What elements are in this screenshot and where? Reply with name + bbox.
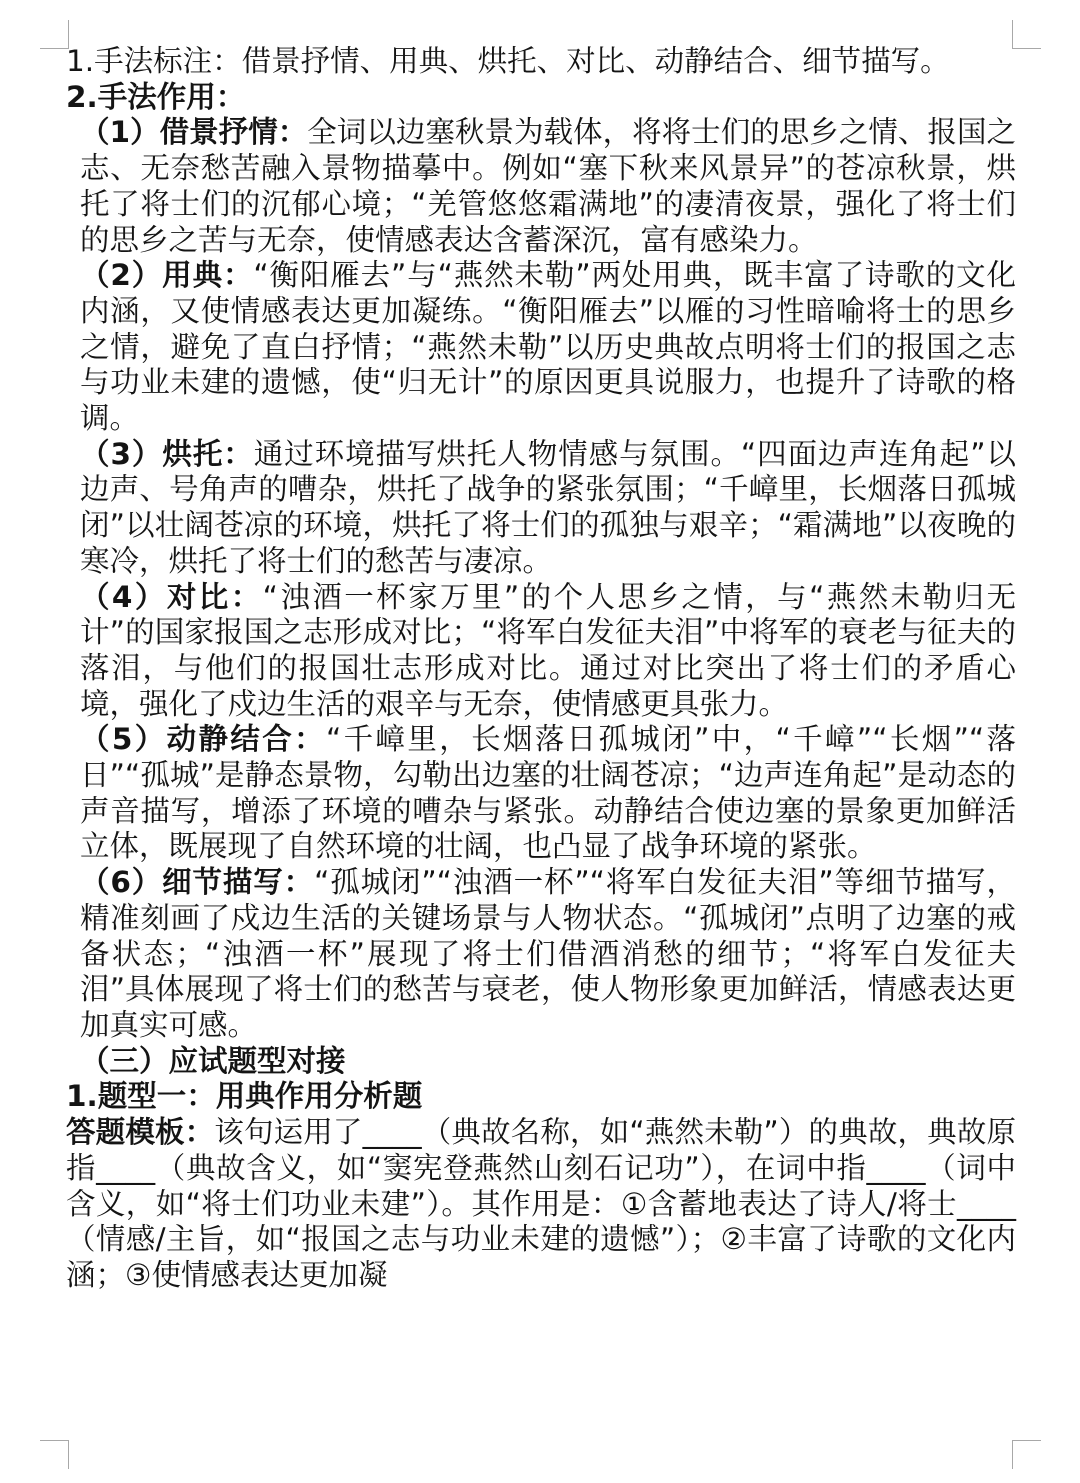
item-label: （1）借景抒情： [80, 115, 308, 150]
item-label: （6）细节描写： [80, 865, 315, 900]
answer-template-text: 该句运用了____（典故名称，如“燕然未勒”）的典故，典故原指____（典故含义，如“窦宪登燕然山刻石记功”），在词中指____（词中含义，如“将士们功业未建”）。其作用是：①含蓄地表达了诗人/将士____（情感/主旨，如“报国之志与功业未建的遗憾”）；②丰富了诗歌的文化内涵；③使情感表达更加凝 [66, 1115, 1016, 1292]
item-text: 通过环境描写烘托人物情感与氛围。“四面边声连角起”以边声、号角声的嘈杂，烘托了战争的紧张氛围；“千嶂里，长烟落日孤城闭”以壮阔苍凉的环境，烘托了将士们的孤独与艰辛；“霜满地”以夜晚的寒冷，烘托了将士们的愁苦与凄凉。 [80, 436, 1016, 578]
crop-mark-bottom-left [40, 1440, 69, 1469]
item-jiejing-shuqing [66, 115, 1016, 258]
item-text: “衡阳雁去”与“燕然未勒”两处用典，既丰富了诗歌的文化内涵，又使情感表达更加凝练。“衡阳雁去”以雁的习性暗喻将士的思乡之情，避免了直白抒情；“燕然未勒”以历史典故点明将士们的报国之志与功业未建的遗憾，使“归无计”的原因更具说服力，也提升了诗歌的格调。 [80, 258, 1016, 436]
item-text: “浊酒一杯家万里”的个人思乡之情，与“燕然未勒归无计”的国家报国之志形成对比；“将军白发征夫泪”中将军的衰老与征夫的落泪，与他们的报国壮志形成对比。通过对比突出了将士们的矛盾心境，强化了戍边生活的艰辛与无奈，使情感更具张力。 [80, 579, 1016, 721]
item-dongjing-jiehe [66, 722, 1016, 865]
document-body [66, 44, 1016, 1294]
item-xijie-miaoxie [66, 865, 1016, 1044]
item-label: （2）用典： [80, 258, 254, 293]
item-duibi [66, 580, 1016, 723]
answer-template-label: 答题模板： [66, 1115, 215, 1150]
technique-effects-heading: 2.手法作用： [66, 79, 246, 114]
technique-list: 1.手法标注：借景抒情、用典、烘托、对比、动静结合、细节描写。 [66, 44, 950, 78]
item-hongtuo [66, 437, 1016, 580]
crop-mark-top-left [40, 20, 69, 49]
crop-mark-bottom-right [1012, 1440, 1041, 1469]
item-yongdian [66, 258, 1016, 437]
item-label: （4）对比： [80, 579, 263, 614]
item-text: 全词以边塞秋景为载体，将将士们的思乡之情、报国之志、无奈愁苦融入景物描摹中。例如“塞下秋来风景异”的苍凉秋景，烘托了将士们的沉郁心境；“羌管悠悠霜满地”的凄清夜景，强化了将士们的思乡之苦与无奈，使情感表达含蓄深沉，富有感染力。 [80, 115, 1016, 257]
item-label: （5）动静结合： [80, 722, 326, 757]
item-label: （3）烘托： [80, 436, 254, 471]
item-text: “孤城闭”“浊酒一杯”“将军白发征夫泪”等细节描写，精准刻画了戍边生活的关键场景与人物状态。“孤城闭”点明了边塞的戒备状态；“浊酒一杯”展现了将士们借酒消愁的细节；“将军白发征夫泪”具体展现了将士们的愁苦与衰老，使人物形象更加鲜活，情感表达更加真实可感。 [80, 865, 1016, 1042]
item-text: “千嶂里，长烟落日孤城闭”中，“千嶂”“长烟”“落日”“孤城”是静态景物，勾勒出边塞的壮阔苍凉；“边声连角起”是动态的声音描写，增添了环境的嘈杂与紧张。动静结合使边塞的景象更加鲜活立体，既展现了自然环境的壮阔，也凸显了战争环境的紧张。 [80, 722, 1017, 864]
crop-mark-top-right [1012, 20, 1041, 49]
answer-template [66, 1115, 1016, 1294]
section-three-heading: （三）应试题型对接 [80, 1043, 346, 1078]
question-type-one-heading: 1.题型一：用典作用分析题 [66, 1079, 423, 1114]
